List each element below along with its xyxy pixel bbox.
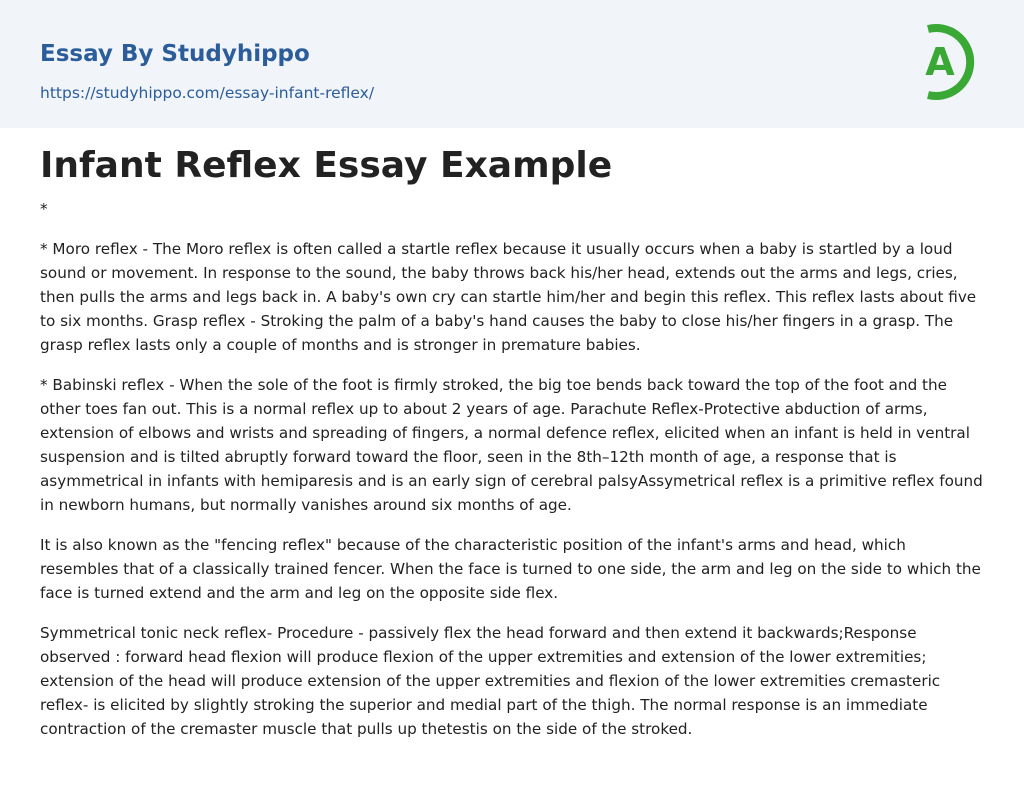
article-paragraph: * Babinski reflex - When the sole of the foot is firmly stroked, the big toe bends back toward the top of the foot and the other toes fan out. This is a normal reflex up to about 2 years of age. Parachute Reflex-Protective abduction of arms, extension of elbows and wrists and spreading of fingers, a normal defence reflex, elicited when an infant is held in ventral suspension and is tilted abruptly forward toward the floor, seen in the 8th–12th month of age, a response that is asymmetrical in infants with hemiparesis and is an early sign of cerebral palsyAssymetrical reflex is a primitive reflex found in newborn humans, but normally vanishes around six months of age. [40, 376, 983, 514]
page-title: Infant Reflex Essay Example [40, 145, 613, 186]
article-paragraph: Symmetrical tonic neck reflex- Procedure - passively flex the head forward and then extend it backwards;Response observed : forward head flexion will produce flexion of the upper extremities and extension of the lower extremities; extension of the head will produce extension of the upper extremities and flexion of the lower extremities cremasteric reflex- is elicited by slightly stroking the superior and medial part of the thigh. The normal response is an immediate contraction of the cremaster muscle that pulls up thetestis on the side of the stroked. [40, 624, 941, 738]
article-body [40, 197, 984, 757]
logo-letter: A [925, 40, 955, 84]
site-brand[interactable]: Essay By Studyhippo [40, 41, 310, 67]
article-url-link[interactable]: https://studyhippo.com/essay-infant-reflex/ [40, 84, 375, 102]
site-header [0, 0, 1024, 128]
studyhippo-logo-icon[interactable] [908, 18, 988, 106]
article-paragraph: It is also known as the "fencing reflex" because of the characteristic position of the infant's arms and head, which resembles that of a classically trained fencer. When the face is turned to one side, the arm and leg on the side to which the face is turned extend and the arm and leg on the opposite side flex. [40, 536, 981, 602]
article-paragraph: * [40, 200, 48, 218]
article-paragraph: * Moro reflex - The Moro reflex is often called a startle reflex because it usually occurs when a baby is startled by a loud sound or movement. In response to the sound, the baby throws back his/her head, extends out the arms and legs, cries, then pulls the arms and legs back in. A baby's own cry can startle him/her and begin this reflex. This reflex lasts about five to six months. Grasp reflex - Stroking the palm of a baby's hand causes the baby to close his/her fingers in a grasp. The grasp reflex lasts only a couple of months and is stronger in premature babies. [40, 240, 977, 354]
